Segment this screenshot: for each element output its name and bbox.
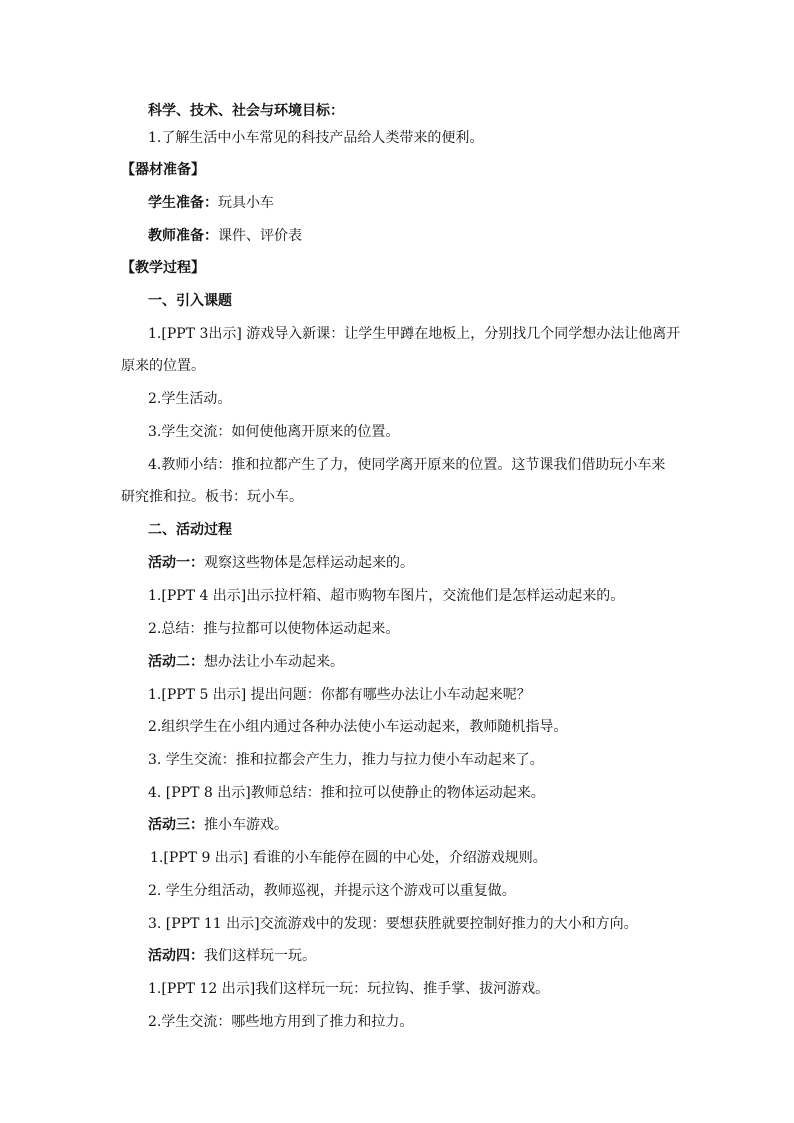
activity-two-step-2: 2.组织学生在小组内通过各种办法使小车运动起来，教师随机指导。 [148,719,568,735]
activity-one-heading: 活动一：观察这些物体是怎样运动起来的。 [148,555,414,571]
teaching-process-heading: 【教学过程】 [121,260,205,276]
activity-two-step-1: 1.[PPT 5 出示] 提出问题：你都有哪些办法让小车动起来呢？ [148,687,531,703]
activity-two-heading: 活动二：想办法让小车动起来。 [148,654,344,670]
activity-four-step-1: 1.[PPT 12 出示]我们这样玩一玩：玩拉钩、推手掌、拔河游戏。 [148,981,550,997]
activity-three-step-3: 3. [PPT 11 出示]交流游戏中的发现：要想获胜就要控制好推力的大小和方向。 [148,916,638,932]
intro-step-3: 3.学生交流：如何使他离开原来的位置。 [148,424,400,440]
activity-four-step-2: 2.学生交流：哪些地方用到了推力和拉力。 [148,1014,414,1030]
part-two-heading: 二、活动过程 [148,522,232,538]
activity-one-step-2: 2.总结：推与拉都可以使物体运动起来。 [148,621,400,637]
activity-one-step-1: 1.[PPT 4 出示]出示拉杆箱、超市购物车图片，交流他们是怎样运动起来的。 [148,588,625,604]
activity-three-step-2: 2. 学生分组活动，教师巡视，并提示这个游戏可以重复做。 [148,883,516,899]
intro-step-4-continued: 研究推和拉。板书：玩小车。 [121,489,303,505]
part-one-heading: 一、引入课题 [148,293,232,309]
intro-step-1: 1.[PPT 3出示] 游戏导入新课：让学生甲蹲在地板上，分别找几个同学想办法让他离开 [148,326,681,342]
activity-three-heading: 活动三：推小车游戏。 [148,817,288,833]
activity-two-step-4: 4. [PPT 8 出示]教师总结：推和拉可以使静止的物体运动起来。 [148,785,545,801]
activity-three-step-1: 1.[PPT 9 出示] 看谁的小车能停在圆的中心处，介绍游戏规则。 [150,850,547,866]
goal-item-1: 1.了解生活中小车常见的科技产品给人类带来的便利。 [148,130,484,146]
activity-four-heading: 活动四：我们这样玩一玩。 [148,948,316,964]
student-materials: 学生准备：玩具小车 [148,195,274,211]
intro-step-4: 4.教师小结：推和拉都产生了力，使同学离开原来的位置。这节课我们借助玩小车来 [148,457,666,473]
teacher-materials: 教师准备：课件、评价表 [148,228,302,244]
materials-section-heading: 【器材准备】 [121,162,205,178]
science-goals-heading: 科学、技术、社会与环境目标： [148,103,344,119]
activity-two-step-3: 3. 学生交流：推和拉都会产生力，推力与拉力使小车动起来了。 [148,752,544,768]
intro-step-2: 2.学生活动。 [148,391,232,407]
intro-step-1-continued: 原来的位置。 [121,358,205,374]
